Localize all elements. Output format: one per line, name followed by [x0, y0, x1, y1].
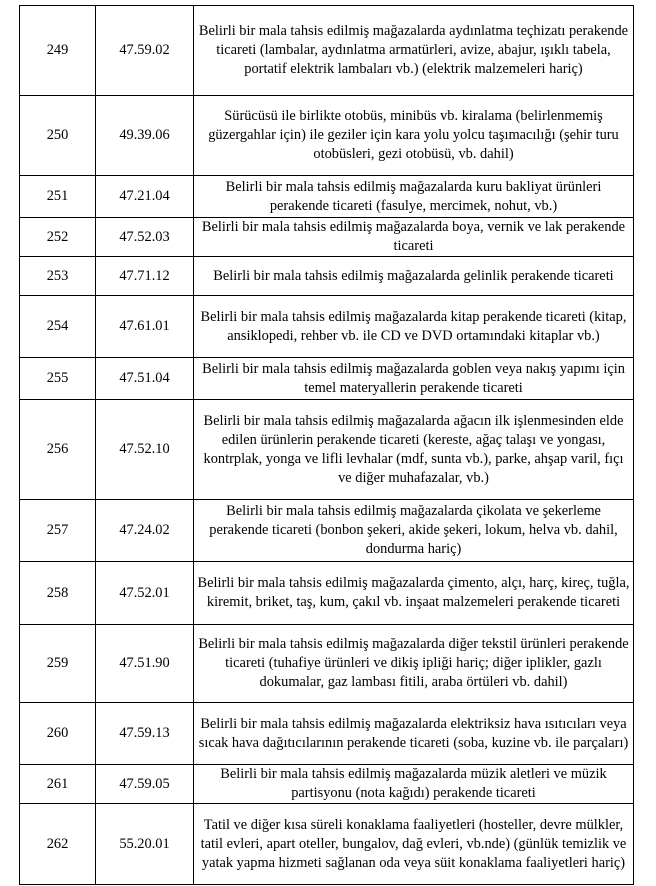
nace-code: 47.51.04 — [96, 358, 194, 400]
table-row — [20, 804, 634, 885]
row-number: 253 — [20, 257, 96, 296]
row-number: 258 — [20, 562, 96, 625]
row-number: 256 — [20, 400, 96, 500]
table-row — [20, 218, 634, 257]
nace-code: 47.52.03 — [96, 218, 194, 257]
nace-code: 47.59.13 — [96, 703, 194, 765]
row-number: 260 — [20, 703, 96, 765]
nace-code: 47.52.10 — [96, 400, 194, 500]
activity-description: Belirli bir mala tahsis edilmiş mağazalarda müzik aletleri ve müzik partisyonu (nota kağıdı) perakende ticareti — [194, 765, 634, 804]
row-number: 259 — [20, 625, 96, 703]
table-row — [20, 176, 634, 218]
table-row — [20, 96, 634, 176]
activity-description: Sürücüsü ile birlikte otobüs, minibüs vb. kiralama (belirlenmemiş güzergahlar için) ile geziler için kara yolu yolcu taşımacılığı (şehir turu otobüsleri, gezi otobüsü, vb. dahil) — [194, 96, 634, 176]
activity-description: Belirli bir mala tahsis edilmiş mağazalarda elektriksiz hava ısıtıcıları veya sıcak hava dağıtıcılarının perakende ticareti (soba, kuzine vb. ile parçaları) — [194, 703, 634, 765]
row-number: 254 — [20, 296, 96, 358]
row-number: 252 — [20, 218, 96, 257]
activity-description: Belirli bir mala tahsis edilmiş mağazalarda gelinlik perakende ticareti — [194, 257, 634, 296]
activity-description: Belirli bir mala tahsis edilmiş mağazalarda boya, vernik ve lak perakende ticareti — [194, 218, 634, 257]
activity-description: Tatil ve diğer kısa süreli konaklama faaliyetleri (hosteller, devre mülkler, tatil evleri, apart oteller, bungalov, dağ evleri, vb.nde) (günlük temizlik ve yatak yapma hizmeti sağlanan oda veya süit konaklama faaliyetleri hariç) — [194, 804, 634, 885]
nace-code: 49.39.06 — [96, 96, 194, 176]
row-number: 251 — [20, 176, 96, 218]
row-number: 250 — [20, 96, 96, 176]
row-number: 257 — [20, 500, 96, 562]
table-row — [20, 703, 634, 765]
row-number: 261 — [20, 765, 96, 804]
nace-code: 47.61.01 — [96, 296, 194, 358]
row-number: 249 — [20, 6, 96, 96]
activity-description: Belirli bir mala tahsis edilmiş mağazalarda kitap perakende ticareti (kitap, ansiklopedi, rehber vb. ile CD ve DVD ortamındaki kitaplar vb.) — [194, 296, 634, 358]
nace-code: 47.24.02 — [96, 500, 194, 562]
table-row — [20, 765, 634, 804]
nace-code: 47.51.90 — [96, 625, 194, 703]
nace-code: 47.52.01 — [96, 562, 194, 625]
activity-description: Belirli bir mala tahsis edilmiş mağazalarda diğer tekstil ürünleri perakende ticareti (tuhafiye ürünleri ve dikiş ipliği hariç; diğer iplikler, gazlı dokumalar, gaz lambası fitili, araba örtüleri vb. dahil) — [194, 625, 634, 703]
nace-code: 55.20.01 — [96, 804, 194, 885]
table-row — [20, 400, 634, 500]
table-row — [20, 296, 634, 358]
activity-description: Belirli bir mala tahsis edilmiş mağazalarda kuru bakliyat ürünleri perakende ticareti (fasulye, mercimek, nohut, vb.) — [194, 176, 634, 218]
nace-code: 47.21.04 — [96, 176, 194, 218]
activity-description: Belirli bir mala tahsis edilmiş mağazalarda çimento, alçı, harç, kireç, tuğla, kiremit, briket, taş, kum, çakıl vb. inşaat malzemeleri perakende ticareti — [194, 562, 634, 625]
nace-code: 47.59.02 — [96, 6, 194, 96]
table-row — [20, 500, 634, 562]
table-row — [20, 6, 634, 96]
activity-description: Belirli bir mala tahsis edilmiş mağazalarda goblen veya nakış yapımı için temel materyallerin perakende ticareti — [194, 358, 634, 400]
row-number: 255 — [20, 358, 96, 400]
table-row — [20, 625, 634, 703]
table-row — [20, 257, 634, 296]
nace-code: 47.71.12 — [96, 257, 194, 296]
activity-description: Belirli bir mala tahsis edilmiş mağazalarda ağacın ilk işlenmesinden elde edilen ürünlerin perakende ticareti (kereste, ağaç talaşı ve yongası, kontrplak, yonga ve lifli levhalar (mdf, sunta vb.), parke, ahşap varil, fıçı ve diğer muhafazalar, vb.) — [194, 400, 634, 500]
nace-code: 47.59.05 — [96, 765, 194, 804]
table-row — [20, 358, 634, 400]
activity-description: Belirli bir mala tahsis edilmiş mağazalarda çikolata ve şekerleme perakende ticareti (bonbon şekeri, akide şekeri, lokum, helva vb. dahil, dondurma hariç) — [194, 500, 634, 562]
activity-description: Belirli bir mala tahsis edilmiş mağazalarda aydınlatma teçhizatı perakende ticareti (lambalar, aydınlatma armatürleri, avize, abajur, ışıklı tabela, portatif elektrik lambaları vb.) (elektrik malzemeleri hariç) — [194, 6, 634, 96]
row-number: 262 — [20, 804, 96, 885]
activity-code-table — [19, 5, 634, 885]
table-row — [20, 562, 634, 625]
